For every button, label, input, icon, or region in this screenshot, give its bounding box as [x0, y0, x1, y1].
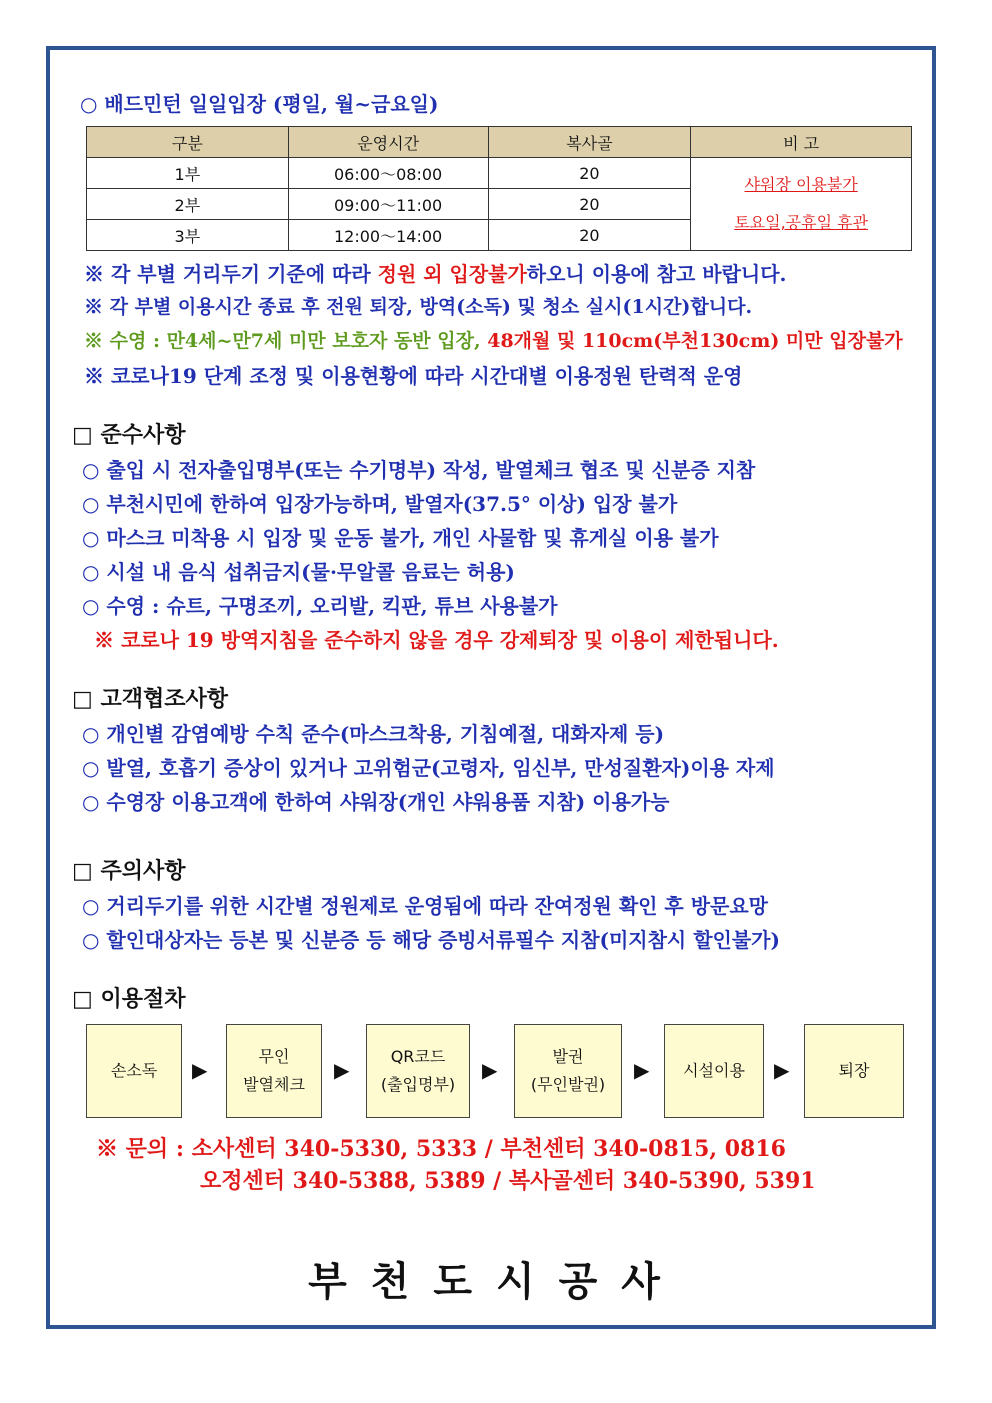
header-time: 운영시간	[288, 127, 488, 158]
cell-note	[691, 158, 912, 251]
notice-1-a: ※ 각 부별 거리두기 기준에 따라	[84, 262, 378, 286]
step-label: 발권	[552, 1047, 584, 1066]
table-row	[87, 158, 912, 189]
step-facility-use	[664, 1024, 764, 1118]
cooperation-item: ○ 개인별 감염예방 수칙 준수(마스크착용, 기침예절, 대화자제 등)	[82, 722, 665, 746]
caution-title: □ 주의사항	[72, 858, 186, 884]
cooperation-title: □ 고객협조사항	[72, 686, 228, 712]
procedure-title: □ 이용절차	[72, 986, 186, 1012]
rules-item: ○ 시설 내 음식 섭취금지(물·무알콜 음료는 허용)	[82, 560, 515, 584]
caution-item: ○ 할인대상자는 등본 및 신분증 등 해당 증빙서류필수 지참(미지참시 할인불가)	[82, 928, 780, 952]
step-fever-check	[226, 1024, 322, 1118]
rules-item: ○ 부천시민에 한하여 입장가능하며, 발열자(37.5° 이상) 입장 불가	[82, 492, 678, 516]
notice-4: ※ 코로나19 단계 조정 및 이용현황에 따라 시간대별 이용정원 탄력적 운영	[84, 364, 743, 388]
header-note: 비 고	[691, 127, 912, 158]
step-label: 시설이용	[683, 1061, 745, 1080]
step-label: 퇴장	[838, 1061, 870, 1080]
step-hand-sanitize	[86, 1024, 182, 1118]
step-label: QR코드	[390, 1047, 446, 1066]
schedule-table	[86, 126, 912, 251]
rules-item: ○ 마스크 미착용 시 입장 및 운동 불가, 개인 사물함 및 휴게실 이용 불가	[82, 526, 719, 550]
caution-item: ○ 거리두기를 위한 시간별 정원제로 운영됨에 따라 잔여정원 확인 후 방문요망	[82, 894, 768, 918]
arrow-right-icon: ▶	[192, 1058, 208, 1082]
cell-capacity: 20	[488, 189, 691, 220]
cell-part: 3부	[87, 220, 289, 251]
section1-title: ○ 배드민턴 일일입장 (평일, 월~금요일)	[80, 92, 439, 116]
notice-2: ※ 각 부별 이용시간 종료 후 전원 퇴장, 방역(소독) 및 청소 실시(1시간)합니다.	[84, 296, 753, 318]
cell-part: 1부	[87, 158, 289, 189]
step-exit	[804, 1024, 904, 1118]
arrow-right-icon: ▶	[774, 1058, 790, 1082]
notice-1-c: 하오니 이용에 참고 바랍니다.	[526, 262, 787, 286]
cell-time: 12:00～14:00	[288, 220, 488, 251]
step-ticketing	[514, 1024, 622, 1118]
arrow-right-icon: ▶	[634, 1058, 650, 1082]
organization-name: 부천도시공사	[308, 1258, 684, 1305]
notice-3-b: 48개월 및 110cm(부천130cm) 미만 입장불가	[487, 330, 903, 352]
contact-line-1: ※ 문의 : 소사센터 340-5330, 5333 / 부천센터 340-0815, 0816	[96, 1136, 786, 1162]
rules-item: ○ 수영 : 슈트, 구명조끼, 오리발, 킥판, 튜브 사용불가	[82, 594, 558, 618]
cooperation-item: ○ 발열, 호흡기 증상이 있거나 고위험군(고령자, 임신부, 만성질환자)이용 자제	[82, 756, 775, 780]
cell-time: 06:00～08:00	[288, 158, 488, 189]
cell-capacity: 20	[488, 220, 691, 251]
notice-3	[84, 326, 903, 353]
step-qr-code	[366, 1024, 470, 1118]
rules-item: ○ 출입 시 전자출입명부(또는 수기명부) 작성, 발열체크 협조 및 신분증 지참	[82, 458, 756, 482]
contact-line-2: 오정센터 340-5388, 5389 / 복사골센터 340-5390, 5391	[200, 1168, 816, 1194]
arrow-right-icon: ▶	[334, 1058, 350, 1082]
step-label: 손소독	[110, 1061, 158, 1080]
rules-title: □ 준수사항	[72, 422, 186, 448]
header-part: 구분	[87, 127, 289, 158]
step-label: (출입명부)	[380, 1075, 456, 1094]
notice-1	[84, 258, 787, 287]
rules-warning: ※ 코로나 19 방역지침을 준수하지 않을 경우 강제퇴장 및 이용이 제한됩니다.	[94, 628, 779, 652]
note-shower: 샤워장 이용불가	[744, 175, 858, 194]
table-header-row	[87, 127, 912, 158]
notice-1-b: 정원 외 입장불가	[377, 262, 527, 286]
arrow-right-icon: ▶	[482, 1058, 498, 1082]
cell-capacity: 20	[488, 158, 691, 189]
header-capacity: 복사골	[488, 127, 691, 158]
notice-3-a: ※ 수영 : 만4세~만7세 미만 보호자 동반 입장,	[84, 330, 488, 352]
step-label: 발열체크	[243, 1075, 305, 1094]
cell-part: 2부	[87, 189, 289, 220]
note-closed: 토요일,공휴일 휴관	[734, 213, 869, 232]
cooperation-item: ○ 수영장 이용고객에 한하여 샤워장(개인 샤워용품 지참) 이용가능	[82, 790, 670, 814]
step-label: 무인	[258, 1047, 290, 1066]
cell-time: 09:00～11:00	[288, 189, 488, 220]
step-label: (무인발권)	[530, 1075, 606, 1094]
